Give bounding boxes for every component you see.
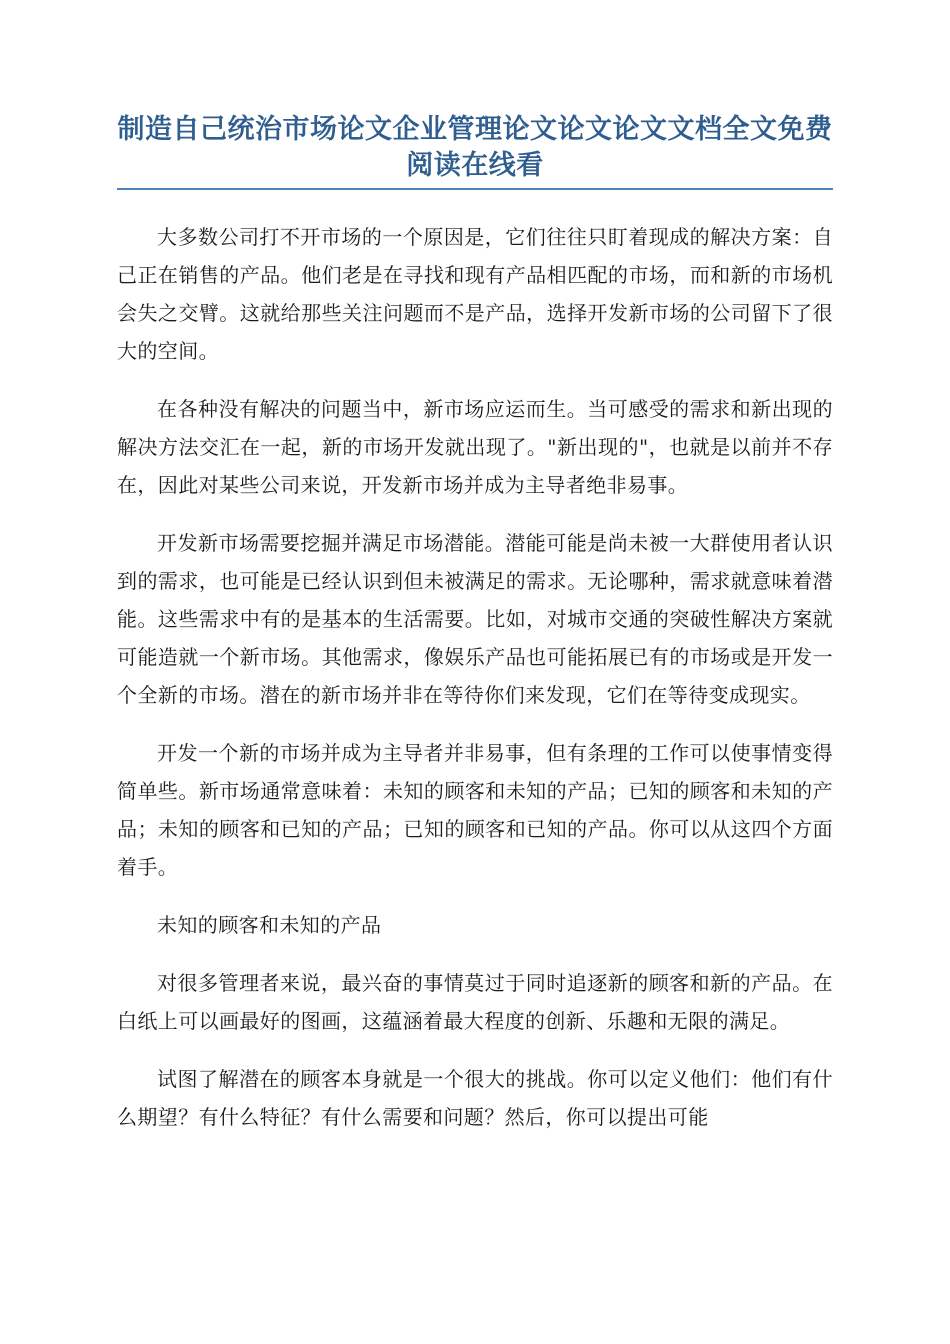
paragraph: 开发新市场需要挖掘并满足市场潜能。潜能可能是尚未被一大群使用者认识到的需求，也可能是已经认识到但未被满足的需求。无论哪种，需求就意味着潜能。这些需求中有的是基本的生活需要。比如，对城市交通的突破性解决方案就可能造就一个新市场。其他需求，像娱乐产品也可能拓展已有的市场或是开发一个全新的市场。潜在的新市场并非在等待你们来发现，它们在等待变成现实。 — [117, 531, 833, 707]
paragraph: 试图了解潜在的顾客本身就是一个很大的挑战。你可以定义他们：他们有什么期望？有什么特征？有什么需要和问题？然后，你可以提出可能 — [117, 1067, 833, 1129]
paragraph: 对很多管理者来说，最兴奋的事情莫过于同时追逐新的顾客和新的产品。在白纸上可以画最好的图画，这蕴涵着最大程度的创新、乐趣和无限的满足。 — [117, 971, 833, 1033]
document-body — [117, 218, 833, 1136]
section-heading: 未知的顾客和未知的产品 — [157, 913, 382, 937]
paragraph: 在各种没有解决的问题当中，新市场应运而生。当可感受的需求和新出现的解决方法交汇在一起，新的市场开发就出现了。"新出现的"，也就是以前并不存在，因此对某些公司来说，开发新市场并成为主导者绝非易事。 — [117, 397, 833, 497]
document-title: 制造自己统治市场论文企业管理论文论文论文文档全文免费阅读在线看 — [117, 112, 833, 190]
document-page — [117, 112, 833, 1156]
paragraph: 大多数公司打不开市场的一个原因是，它们往往只盯着现成的解决方案：自己正在销售的产品。他们老是在寻找和现有产品相匹配的市场，而和新的市场机会失之交臂。这就给那些关注问题而不是产品，选择开发新市场的公司留下了很大的空间。 — [117, 225, 833, 363]
paragraph: 开发一个新的市场并成为主导者并非易事，但有条理的工作可以使事情变得简单些。新市场通常意味着：未知的顾客和未知的产品；已知的顾客和未知的产品；未知的顾客和已知的产品；已知的顾客和已知的产品。你可以从这四个方面着手。 — [117, 741, 833, 879]
